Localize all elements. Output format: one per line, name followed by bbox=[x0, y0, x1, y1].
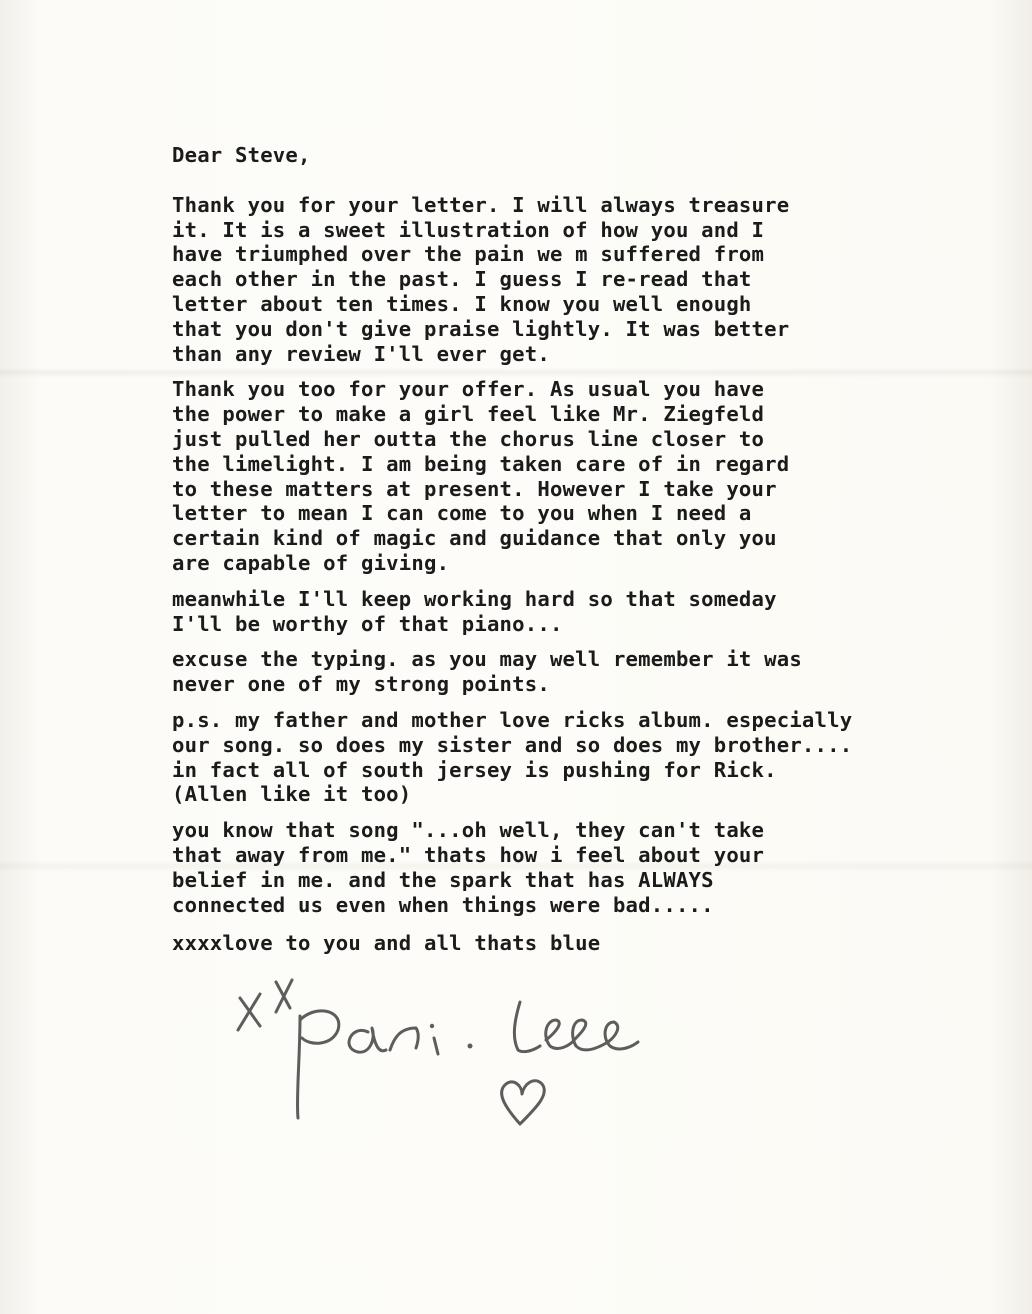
letter-greeting: Dear Steve, bbox=[172, 143, 311, 167]
letter-line: Thank you for your letter. I will always treasure bbox=[172, 192, 790, 217]
letter-closing: xxxxlove to you and all thats blue bbox=[172, 931, 601, 956]
letter-line: excuse the typing. as you may well remember it was bbox=[172, 647, 802, 672]
letter-line: connected us even when things were bad..... bbox=[172, 892, 714, 917]
letter-line: certain kind of magic and guidance that only you bbox=[172, 526, 777, 551]
letter-line: belief in me. and the spark that has ALWAYS bbox=[172, 867, 714, 892]
letter-line: the limelight. I am being taken care of in regard bbox=[172, 451, 790, 476]
letter-line: just pulled her outta the chorus line closer to bbox=[172, 426, 765, 451]
letter-line: in fact all of south jersey is pushing for Rick. bbox=[172, 757, 777, 782]
letter-line: you know that song "...oh well, they can't take bbox=[172, 818, 765, 843]
letter-line: have triumphed over the pain we m suffered from bbox=[172, 242, 765, 267]
letter-line: each other in the past. I guess I re-read that bbox=[172, 267, 752, 292]
letter-line: meanwhile I'll keep working hard so that someday bbox=[172, 586, 777, 611]
letter-line: Thank you too for your offer. As usual you have bbox=[172, 377, 765, 402]
letter-line: never one of my strong points. bbox=[172, 672, 550, 697]
letter-line: that away from me." thats how i feel about your bbox=[172, 842, 765, 867]
handwritten-signature bbox=[220, 968, 680, 1138]
letter-line: than any review I'll ever get. bbox=[172, 341, 550, 366]
letter-paragraph bbox=[172, 708, 972, 807]
letter-paragraph bbox=[172, 647, 972, 697]
letter-paragraph bbox=[172, 193, 972, 367]
letter-line: it. It is a sweet illustration of how you and I bbox=[172, 217, 765, 242]
letter-line: that you don't give praise lightly. It was better bbox=[172, 316, 790, 341]
typed-letter bbox=[172, 143, 972, 956]
letter-line: (Allen like it too) bbox=[172, 782, 412, 807]
letter-line: p.s. my father and mother love ricks album. especially bbox=[172, 707, 853, 732]
letter-line: our song. so does my sister and so does my brother.... bbox=[172, 732, 853, 757]
letter-line: I'll be worthy of that piano... bbox=[172, 611, 563, 636]
letter-line: are capable of giving. bbox=[172, 550, 450, 575]
letter-paragraph bbox=[172, 377, 972, 575]
letter-line: to these matters at present. However I take your bbox=[172, 476, 777, 501]
letter-paragraph bbox=[172, 818, 972, 917]
letter-line: letter to mean I can come to you when I need a bbox=[172, 501, 752, 526]
letter-paragraph bbox=[172, 587, 972, 637]
letter-line: letter about ten times. I know you well enough bbox=[172, 291, 752, 316]
letter-line: the power to make a girl feel like Mr. Ziegfeld bbox=[172, 402, 765, 427]
